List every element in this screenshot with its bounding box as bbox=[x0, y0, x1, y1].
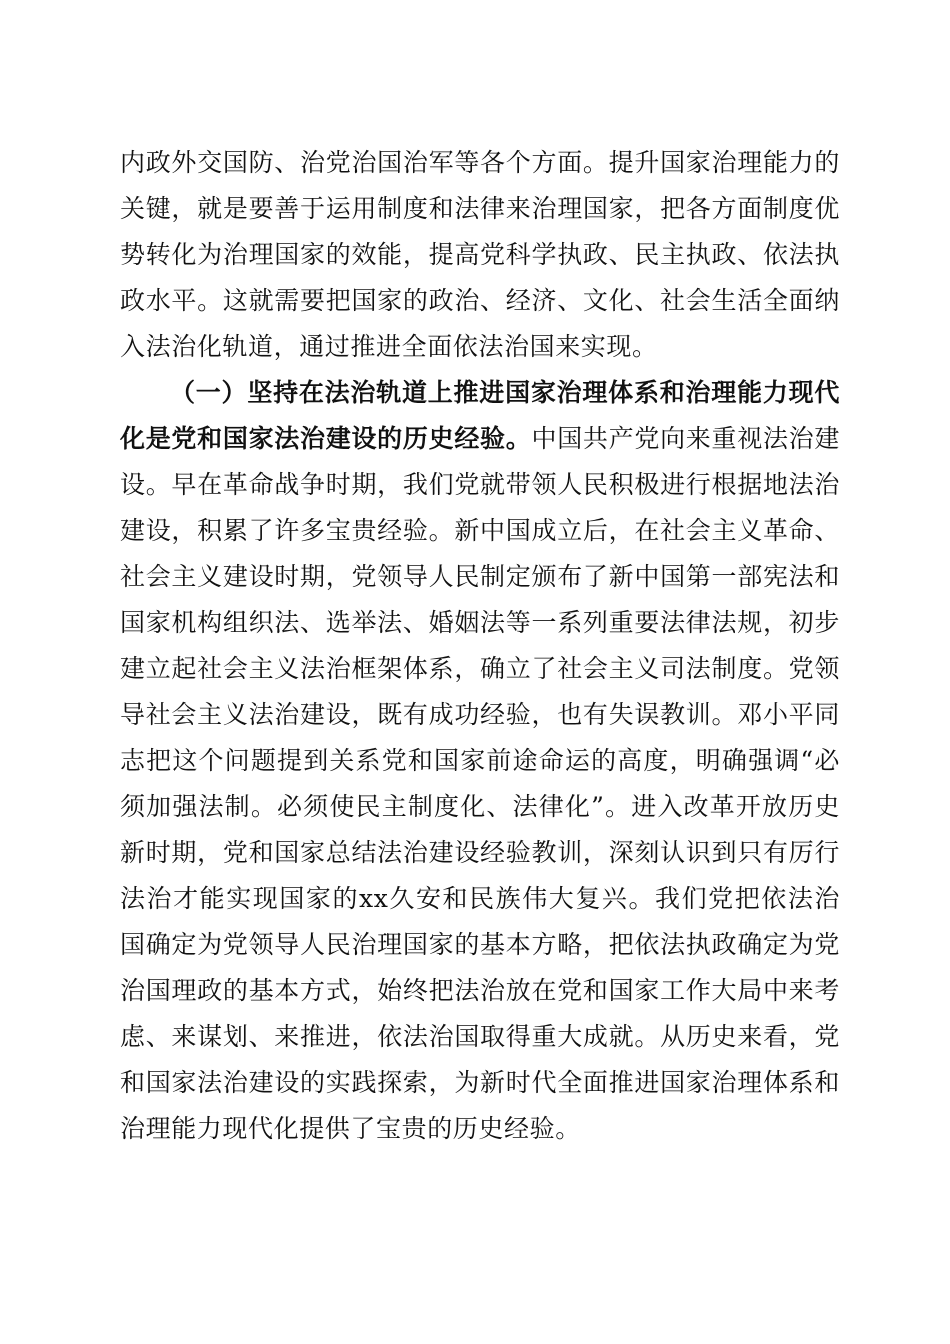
section-heading: （一）坚持在法治轨道上推进国家治理体系和治理能力现代化是党和国家法治建设的历史经验。 bbox=[120, 378, 840, 453]
paragraph-section-one bbox=[120, 370, 840, 1152]
section-body-text: 中国共产党向来重视法治建设。早在革命战争时期，我们党就带领人民积极进行根据地法治建设，积累了许多宝贵经验。新中国成立后，在社会主义革命、社会主义建设时期，党领导人民制定颁布了新中国第一部宪法和国家机构组织法、选举法、婚姻法等一系列重要法律法规，初步建立起社会主义法治框架体系，确立了社会主义司法制度。党领导社会主义法治建设，既有成功经验，也有失误教训。邓小平同志把这个问题提到关系党和国家前途命运的高度，明确强调“必须加强法制。必须使民主制度化、法律化”。进入改革开放历史新时期，党和国家总结法治建设经验教训，深刻认识到只有厉行法治才能实现国家的xx久安和民族伟大复兴。我们党把依法治国确定为党领导人民治理国家的基本方略，把依法执政确定为党治国理政的基本方式，始终把法治放在党和国家工作大局中来考虑、来谋划、来推进，依法治国取得重大成就。从历史来看，党和国家法治建设的实践探索，为新时代全面推进国家治理体系和治理能力现代化提供了宝贵的历史经验。 bbox=[120, 424, 840, 1143]
document-body bbox=[120, 140, 840, 1152]
paragraph-continuation: 内政外交国防、治党治国治军等各个方面。提升国家治理能力的关键，就是要善于运用制度和法律来治理国家，把各方面制度优势转化为治理国家的效能，提高党科学执政、民主执政、依法执政水平。这就需要把国家的政治、经济、文化、社会生活全面纳入法治化轨道，通过推进全面依法治国来实现。 bbox=[120, 148, 840, 361]
